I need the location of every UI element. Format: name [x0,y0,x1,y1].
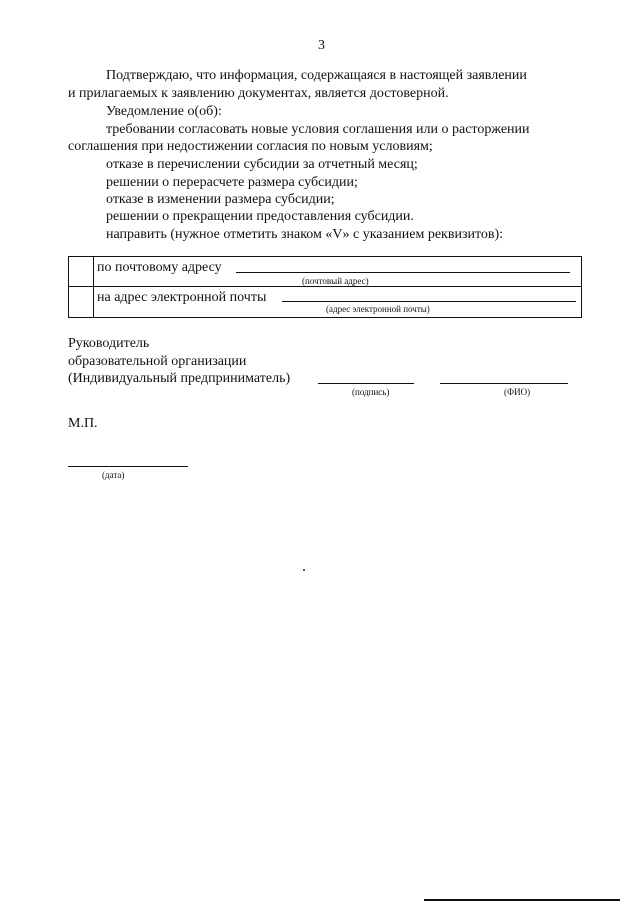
postal-address-hint: (почтовый адрес) [302,276,369,286]
signatory-title-line-1: Руководитель [68,336,150,351]
notice-item-1-line-1: требовании согласовать новые условия соглашения или о расторжении [106,122,530,137]
email-address-hint: (адрес электронной почты) [326,304,430,314]
stamp-place-label: М.П. [68,416,98,431]
signatory-title-line-3: (Индивидуальный предприниматель) [68,371,291,386]
notice-heading: Уведомление о(об): [106,104,222,119]
signature-hint: (подпись) [352,387,390,397]
scan-dot [303,569,305,571]
confirmation-line-1: Подтверждаю, что информация, содержащаяся в настоящей заявлении [106,68,527,83]
date-field[interactable] [68,466,188,467]
email-address-field[interactable] [282,301,576,302]
date-hint: (дата) [102,470,125,480]
postal-address-field[interactable] [236,272,570,273]
confirmation-line-2: и прилагаемых к заявлению документах, является достоверной. [68,86,449,101]
full-name-hint: (ФИО) [504,387,531,397]
postal-address-label: по почтовому адресу [97,260,222,275]
signature-field[interactable] [318,383,414,384]
email-address-label: на адрес электронной почты [97,290,267,305]
direct-instruction: направить (нужное отметить знаком «V» с указанием реквизитов): [106,227,504,242]
checkbox-cell-postal[interactable] [69,257,93,286]
notice-item-3: решении о перерасчете размера субсидии; [106,175,358,190]
notice-item-1-line-2: соглашения при недостижении согласия по новым условиям; [68,139,433,154]
notice-item-5: решении о прекращении предоставления субсидии. [106,209,414,224]
checkbox-cell-email[interactable] [69,287,93,316]
table-row-divider [68,286,581,287]
footer-rule [424,899,620,901]
notice-item-2: отказе в перечислении субсидии за отчетный месяц; [106,157,418,172]
page-number: 3 [318,38,325,53]
notice-item-4: отказе в изменении размера субсидии; [106,192,335,207]
full-name-field[interactable] [440,383,568,384]
signatory-title-line-2: образовательной организации [68,354,247,369]
